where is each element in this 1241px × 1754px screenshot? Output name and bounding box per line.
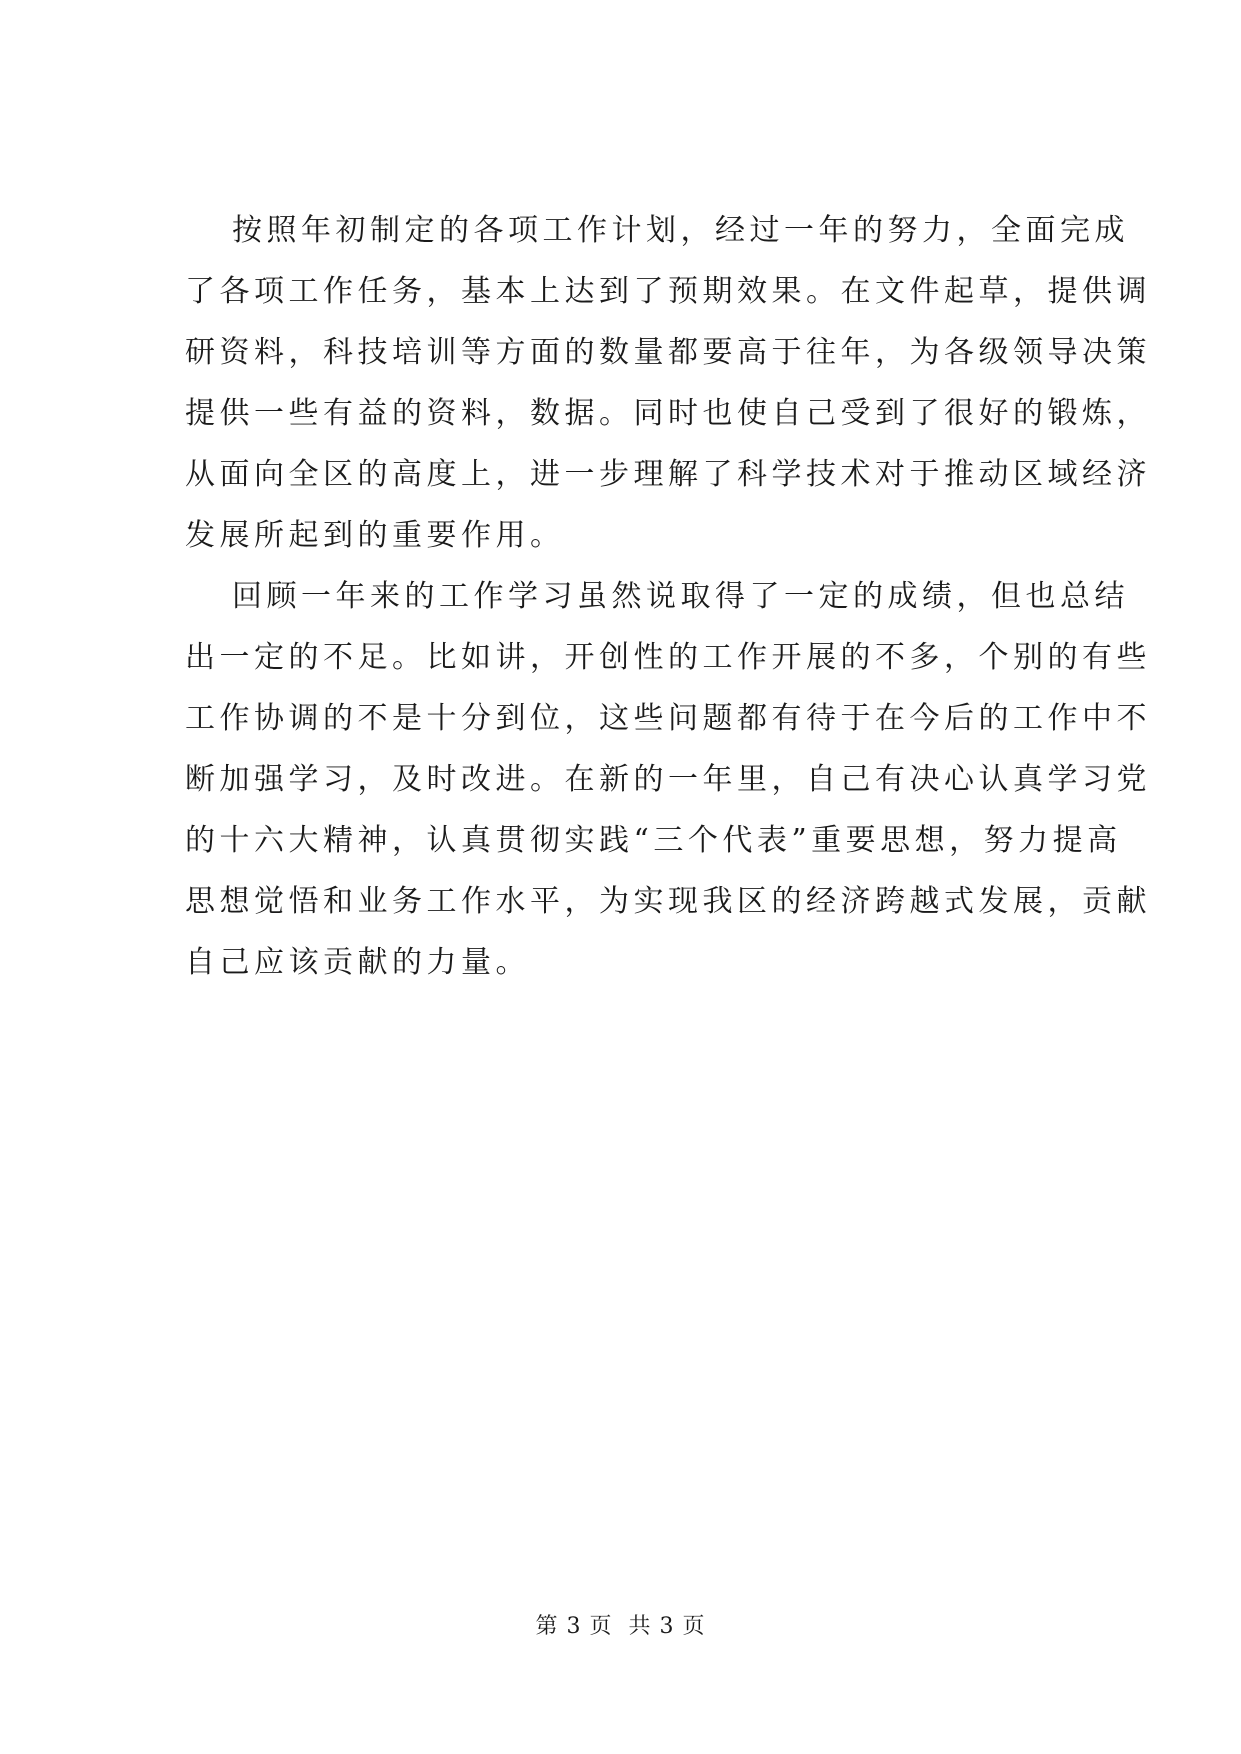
- paragraph-line: 思想觉悟和业务工作水平，为实现我区的经济跨越式发展，贡献: [185, 884, 1151, 919]
- paragraph-line: 按照年初制定的各项工作计划，经过一年的努力，全面完成: [232, 213, 1129, 248]
- paragraph-line: 的十六大精神，认真贯彻实践“三个代表”重要思想，努力提高: [185, 823, 1122, 858]
- paragraph-line: 发展所起到的重要作用。: [185, 518, 565, 553]
- paragraph-line: 出一定的不足。比如讲，开创性的工作开展的不多，个别的有些: [185, 640, 1151, 675]
- paragraph-line: 自己应该贡献的力量。: [185, 945, 530, 980]
- paragraph-line: 研资料，科技培训等方面的数量都要高于往年，为各级领导决策: [185, 335, 1151, 370]
- paragraph-line: 工作协调的不是十分到位，这些问题都有待于在今后的工作中不: [185, 701, 1151, 736]
- page-footer: [0, 1612, 1241, 1642]
- paragraph-1: [185, 200, 1151, 566]
- paragraph-line: 了各项工作任务，基本上达到了预期效果。在文件起草，提供调: [185, 274, 1151, 309]
- document-body: [185, 200, 1151, 993]
- total-pages-label: 共 3 页: [628, 1614, 706, 1639]
- paragraph-line: 断加强学习，及时改进。在新的一年里，自己有决心认真学习党: [185, 762, 1151, 797]
- paragraph-2: [185, 566, 1151, 993]
- current-page-label: 第 3 页: [535, 1614, 613, 1639]
- paragraph-line: 回顾一年来的工作学习虽然说取得了一定的成绩，但也总结: [232, 579, 1129, 614]
- paragraph-line: 从面向全区的高度上，进一步理解了科学技术对于推动区域经济: [185, 457, 1151, 492]
- paragraph-line: 提供一些有益的资料，数据。同时也使自己受到了很好的锻炼，: [185, 396, 1151, 431]
